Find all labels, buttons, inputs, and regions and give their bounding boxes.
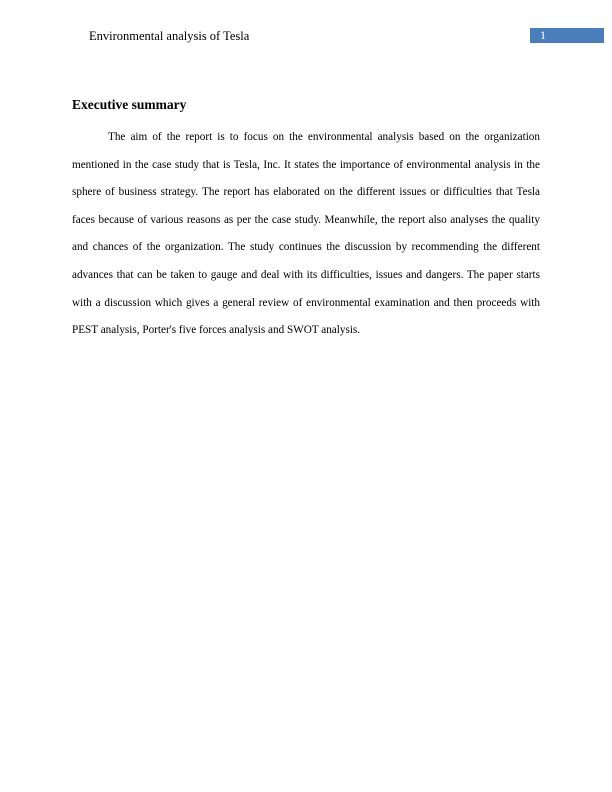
page-header	[0, 0, 612, 60]
page-number-badge	[530, 28, 604, 43]
page-number: 1	[540, 28, 546, 42]
document-body	[72, 96, 540, 345]
section-heading: Executive summary	[72, 97, 187, 112]
running-header-title: Environmental analysis of Tesla	[89, 29, 250, 43]
executive-summary-paragraph: The aim of the report is to focus on the environmental analysis based on the organization mentioned in the case study that is Tesla, Inc. It states the importance of environmental analysis in the sphere of business strategy. The report has elaborated on the different issues or difficulties that Tesla faces because of various reasons as per the case study. Meanwhile, the report also analyses the quality and chances of the organization. The study continues the discussion by recommending the different advances that can be taken to gauge and deal with its difficulties, issues and dangers. The paper starts with a discussion which gives a general review of environmental examination and then proceeds with PEST analysis, Porter's five forces analysis and SWOT analysis.	[72, 131, 540, 337]
